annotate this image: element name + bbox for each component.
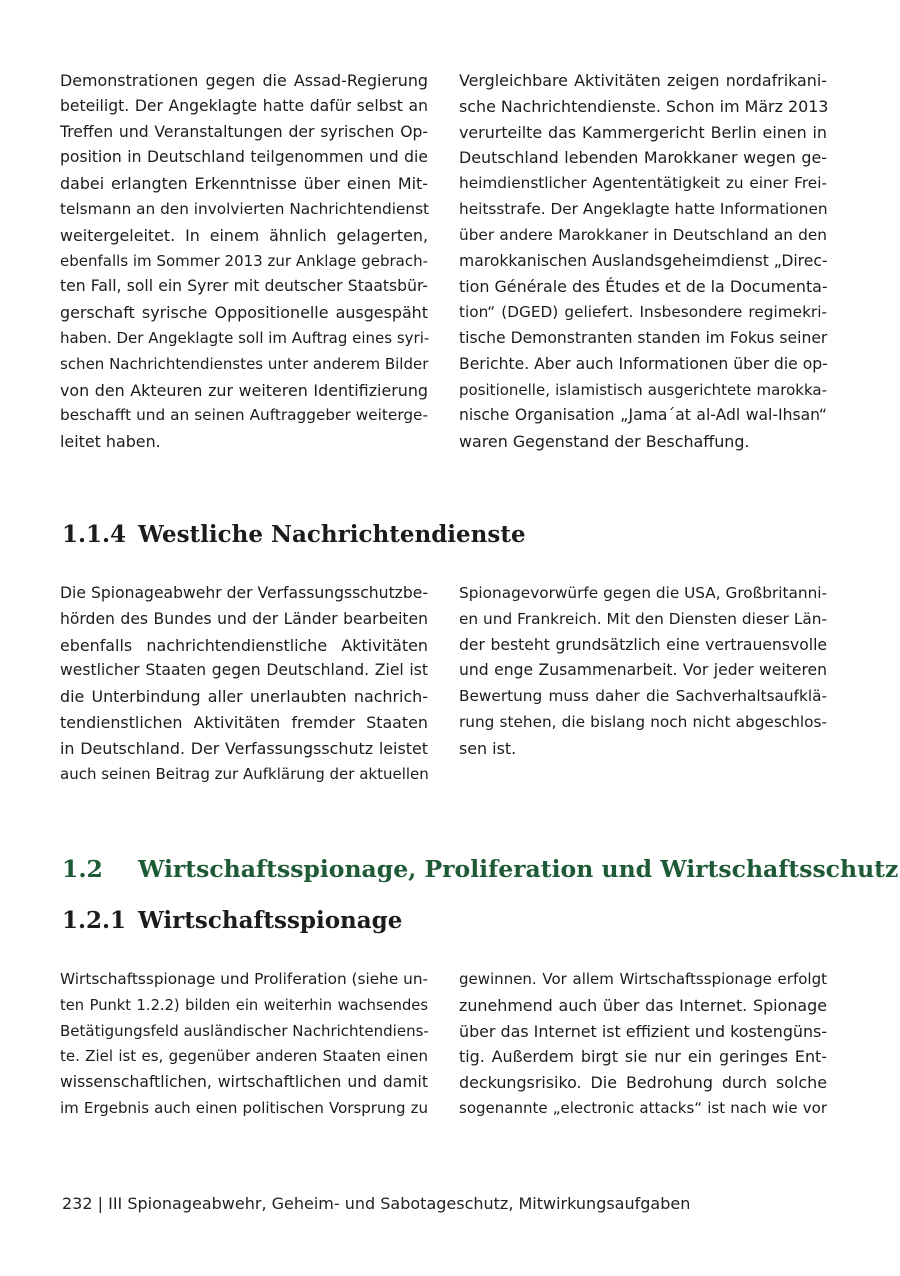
text-line: Die Spionageabwehr der Verfassungsschutzbe-	[60, 584, 428, 602]
text-line: waren Gegenstand der Beschaffung.	[459, 432, 750, 452]
section-heading-1-2	[62, 855, 898, 883]
text-line: te. Ziel ist es, gegenüber anderen Staaten einen	[60, 1047, 428, 1066]
text-line: tion Générale des Études et de la Documenta-	[459, 277, 828, 297]
intro-right-column	[459, 68, 827, 455]
text-line: gerschaft syrische Oppositionelle ausgespäht	[60, 303, 428, 323]
text-line: beteiligt. Der Angeklagte hatte dafür selbst an	[60, 96, 428, 115]
text-line: in Deutschland. Der Verfassungsschutz leistet	[60, 738, 428, 758]
text-line: sche Nachrichtendienste. Schon im März 2013	[459, 96, 829, 116]
section-1-1-4-right-column	[459, 581, 827, 762]
section-1-1-4-left-column	[60, 581, 428, 787]
text-line: deckungsrisiko. Die Bedrohung durch solche	[459, 1073, 827, 1093]
section-title: Wirtschaftsspionage, Proliferation und Wirtschaftsschutz	[138, 855, 899, 883]
text-line: über andere Marokkaner in Deutschland an den	[459, 225, 827, 244]
text-line: schen Nachrichtendienstes unter anderem Bilder	[60, 354, 429, 373]
text-line: ten Punkt 1.2.2) bilden ein weiterhin wachsendes	[60, 996, 428, 1014]
text-line: Bewertung muss daher die Sachverhaltsaufklä-	[459, 687, 827, 706]
text-line: Vergleichbare Aktivitäten zeigen nordafrikani-	[459, 71, 827, 90]
text-line: heitsstrafe. Der Angeklagte hatte Informationen	[459, 199, 828, 218]
text-line: position in Deutschland teilgenommen und die	[60, 148, 428, 167]
text-line: en und Frankreich. Mit den Diensten dieser Län-	[459, 609, 827, 628]
text-line: positionelle, islamistisch ausgerichtete marokka-	[459, 380, 827, 399]
text-line: marokkanischen Auslandsgeheimdienst „Direc-	[459, 251, 828, 270]
text-line: die Unterbindung aller unerlaubten nachrich-	[60, 687, 428, 707]
text-line: verurteilte das Kammergericht Berlin einen in	[459, 122, 827, 142]
section-1-2-1-left-column	[60, 967, 428, 1122]
text-line: ebenfalls im Sommer 2013 zur Anklage gebrach-	[60, 251, 428, 270]
text-line: Betätigungsfeld ausländischer Nachrichtendiens-	[60, 1021, 429, 1040]
text-line: hörden des Bundes und der Länder bearbeiten	[60, 609, 428, 628]
text-line: sen ist.	[459, 738, 517, 758]
text-line: Deutschland lebenden Marokkaner wegen ge-	[459, 148, 827, 168]
text-line: ebenfalls nachrichtendienstliche Aktivitäten	[60, 635, 428, 655]
intro-left-column	[60, 68, 428, 455]
text-line: nische Organisation „Jama´at al-Adl wal-Ihsan“	[459, 406, 827, 425]
text-line: von den Akteuren zur weiteren Identifizierung	[60, 380, 428, 400]
text-line: und enge Zusammenarbeit. Vor jeder weiteren	[459, 661, 827, 680]
section-number: 1.1.4	[62, 521, 127, 548]
text-line: rung stehen, die bislang noch nicht abgeschlos-	[459, 712, 827, 731]
text-line: tische Demonstranten standen im Fokus seiner	[459, 328, 828, 347]
text-line: telsmann an den involvierten Nachrichtendienst	[60, 199, 430, 218]
text-line: der besteht grundsätzlich eine vertrauensvolle	[459, 635, 827, 654]
text-line: sogenannte „electronic attacks“ ist nach wie vor	[459, 1098, 827, 1117]
text-line: auch seinen Beitrag zur Aufklärung der aktuellen	[60, 764, 429, 783]
section-number: 1.2.1	[62, 907, 127, 934]
text-line: tendienstlichen Aktivitäten fremder Staaten	[60, 712, 428, 732]
text-line: im Ergebnis auch einen politischen Vorsprung zu	[60, 1098, 428, 1117]
text-line: leitet haben.	[60, 432, 161, 452]
section-heading-1-1-4	[62, 521, 526, 548]
page-footer: 232 | III Spionageabwehr, Geheim- und Sabotageschutz, Mitwirkungsaufgaben	[62, 1194, 691, 1213]
text-line: haben. Der Angeklagte soll im Auftrag eines syri-	[60, 328, 430, 347]
text-line: weitergeleitet. In einem ähnlich gelagerten,	[60, 225, 428, 245]
text-line: Wirtschaftsspionage und Proliferation (siehe un-	[60, 970, 429, 988]
text-line: dabei erlangten Erkenntnisse über einen Mit-	[60, 174, 428, 194]
text-line: ten Fall, soll ein Syrer mit deutscher Staatsbür-	[60, 277, 428, 296]
text-line: Demonstrationen gegen die Assad-Regierung	[60, 71, 428, 90]
section-title: Wirtschaftsspionage	[138, 907, 403, 934]
text-line: Spionagevorwürfe gegen die USA, Großbritanni-	[459, 584, 828, 602]
text-line: wissenschaftlichen, wirtschaftlichen und damit	[60, 1073, 428, 1092]
text-line: gewinnen. Vor allem Wirtschaftsspionage erfolgt	[459, 970, 827, 988]
text-line: über das Internet ist effizient und kostengüns-	[459, 1021, 828, 1041]
text-line: Treffen und Veranstaltungen der syrischen Op-	[60, 122, 428, 141]
section-1-2-1-right-column	[459, 967, 827, 1122]
text-line: tig. Außerdem birgt sie nur ein geringes Ent-	[459, 1047, 827, 1067]
text-line: tion“ (DGED) geliefert. Insbesondere regimekri-	[459, 303, 827, 322]
section-number: 1.2	[62, 855, 103, 883]
section-title: Westliche Nachrichtendienste	[138, 521, 526, 548]
text-line: Berichte. Aber auch Informationen über die op-	[459, 354, 828, 373]
text-line: westlicher Staaten gegen Deutschland. Ziel ist	[60, 661, 428, 680]
text-line: beschafft und an seinen Auftraggeber weiterge-	[60, 406, 428, 425]
text-line: zunehmend auch über das Internet. Spionage	[459, 995, 827, 1015]
section-heading-1-2-1	[62, 907, 402, 934]
text-line: heimdienstlicher Agententätigkeit zu einer Frei-	[459, 174, 827, 193]
